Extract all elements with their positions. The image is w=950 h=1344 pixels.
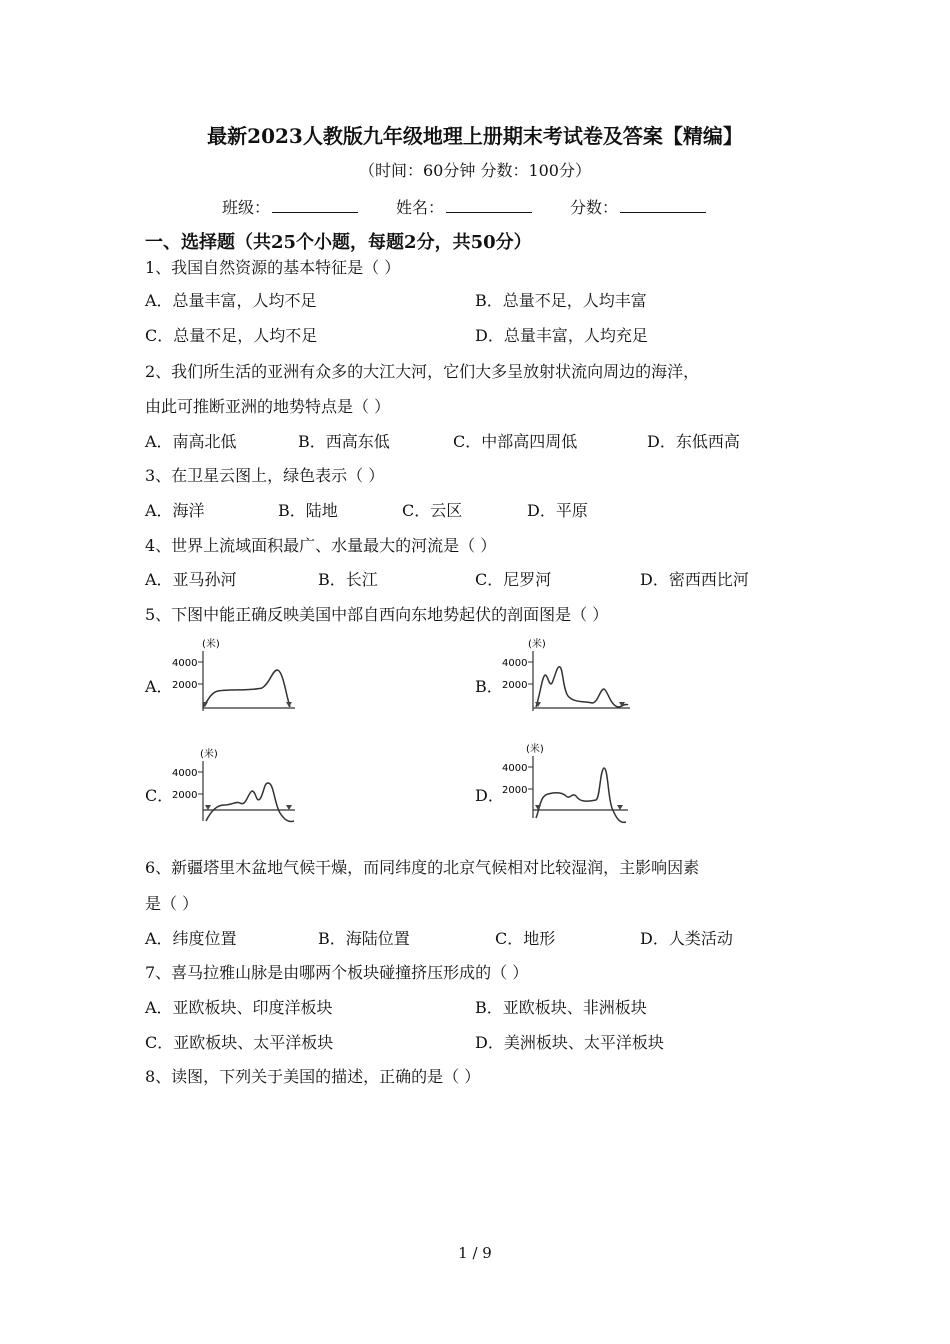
question-7: 7、喜马拉雅山脉是由哪两个板块碰撞挤压形成的（ ） [145,963,529,982]
q4-option-c[interactable]: C．尼罗河 [475,570,552,589]
q5-option-b[interactable]: B． [475,677,503,696]
class-field[interactable] [272,198,358,213]
profile-chart-a [170,633,310,718]
chart-c-tick-4000: 4000 [172,768,198,779]
q7-option-c[interactable]: C．亚欧板块、太平洋板块 [145,1033,334,1052]
chart-a-unit: (米) [202,639,220,650]
q2-option-b[interactable]: B．西高东低 [298,432,390,451]
q1-option-d[interactable]: D．总量丰富，人均充足 [475,326,648,345]
chart-a-tick-2000: 2000 [172,680,198,691]
question-2: 2、我们所生活的亚洲有众多的大江大河，它们大多呈放射状流向周边的海洋， [145,362,700,381]
question-4: 4、世界上流域面积最广、水量最大的河流是（ ） [145,536,497,555]
q5-option-c[interactable]: C． [145,786,174,805]
question-1: 1、我国自然资源的基本特征是（ ） [145,258,401,277]
chart-b-tick-4000: 4000 [502,658,528,669]
question-2-cont: 由此可推断亚洲的地势特点是（ ） [145,397,391,416]
chart-b-tick-2000: 2000 [502,680,528,691]
chart-b-unit: (米) [528,639,546,650]
chart-d-unit: (米) [526,744,544,755]
q4-option-d[interactable]: D．密西西比河 [640,570,749,589]
profile-chart-c [170,743,310,828]
q7-option-d[interactable]: D．美洲板块、太平洋板块 [475,1033,664,1052]
q2-option-d[interactable]: D．东低西高 [647,432,740,451]
q2-option-c[interactable]: C．中部高四周低 [453,432,578,451]
q6-option-c[interactable]: C．地形 [495,929,556,948]
q6-option-d[interactable]: D．人类活动 [640,929,733,948]
chart-c-unit: (米) [200,749,218,760]
student-info-row [222,195,706,218]
q1-option-b[interactable]: B．总量不足，人均丰富 [475,291,647,310]
q3-option-a[interactable]: A．海洋 [145,501,205,520]
profile-chart-b [500,633,640,718]
chart-d-tick-2000: 2000 [502,785,528,796]
question-5: 5、下图中能正确反映美国中部自西向东地势起伏的剖面图是（ ） [145,605,609,624]
question-6: 6、新疆塔里木盆地气候干燥，而同纬度的北京气候相对比较湿润，主影响因素 [145,858,700,877]
question-6-cont: 是（ ） [145,894,199,913]
q3-option-d[interactable]: D．平原 [527,501,588,520]
name-field[interactable] [446,198,532,213]
chart-c-tick-2000: 2000 [172,790,198,801]
q5-option-a[interactable]: A． [145,677,173,696]
score-label: 分数： [570,198,619,217]
q3-option-c[interactable]: C．云区 [402,501,463,520]
q1-option-c[interactable]: C．总量不足，人均不足 [145,326,318,345]
question-3: 3、在卫星云图上，绿色表示（ ） [145,466,385,485]
name-label: 姓名： [396,198,445,217]
score-field[interactable] [620,198,706,213]
q5-option-d[interactable]: D． [475,786,504,805]
q7-option-a[interactable]: A．亚欧板块、印度洋板块 [145,998,333,1017]
q3-option-b[interactable]: B．陆地 [278,501,338,520]
class-label: 班级： [222,198,271,217]
q6-option-a[interactable]: A．纬度位置 [145,929,237,948]
exam-meta: （时间：60分钟 分数：100分） [359,161,591,180]
q4-option-a[interactable]: A．亚马孙河 [145,570,237,589]
question-8: 8、读图，下列关于美国的描述，正确的是（ ） [145,1067,481,1086]
q4-option-b[interactable]: B．长江 [318,570,378,589]
section-heading: 一、选择题（共25个小题，每题2分，共50分） [145,232,532,253]
q2-option-a[interactable]: A．南高北低 [145,432,237,451]
q7-option-b[interactable]: B．亚欧板块、非洲板块 [475,998,647,1017]
chart-a-tick-4000: 4000 [172,658,198,669]
q1-option-a[interactable]: A．总量丰富，人均不足 [145,291,317,310]
profile-chart-d [500,738,640,828]
chart-d-tick-4000: 4000 [502,763,528,774]
q6-option-b[interactable]: B．海陆位置 [318,929,410,948]
page-title: 最新2023人教版九年级地理上册期末考试卷及答案【精编】 [207,124,743,148]
page-number: 1 / 9 [458,1244,492,1262]
